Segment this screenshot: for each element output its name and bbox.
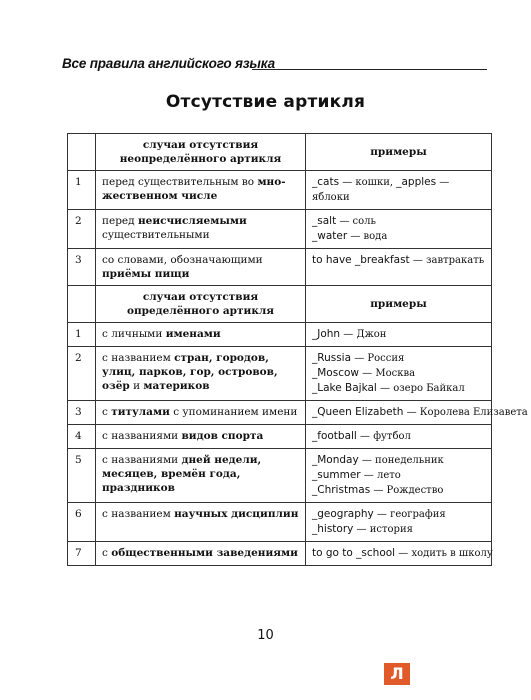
example [312,229,485,244]
example-translation: — завтракать [409,255,485,266]
running-head-text: Все правила английского языка [62,56,275,71]
example-english: _Russia [312,352,352,364]
table-row [68,449,492,503]
page-number: 10 [257,628,274,643]
example-translation: — лето [360,470,401,481]
rule-examples [306,171,492,210]
row-number: 1 [68,323,96,347]
rule-text: с личными [102,328,166,340]
rule-keyword: видов спорта [181,430,264,442]
example-translation: — Москва [359,368,416,379]
example-translation: — Королева Елизавета [403,407,528,418]
rule-text: с названием [102,352,175,364]
example-translation: — география [373,509,446,520]
example [312,453,485,468]
rule-case [96,425,306,449]
publisher-logo [384,663,410,685]
running-head [62,56,487,76]
rule-case [96,542,306,566]
running-head-rule [252,69,487,70]
example [312,176,396,188]
example-translation: — яблоки [312,177,450,203]
example-translation: — Россия [351,353,405,364]
rule-text: и [129,380,144,392]
example-translation: — ходить в школу [395,548,493,559]
example-translation: — футбол [356,431,411,442]
rule-text: перед [102,215,138,227]
rule-keyword: общественными заведениями [111,547,298,559]
rule-keyword: дней недели, месяцев, времён года, праздников [102,454,262,494]
table-row [68,542,492,566]
rule-text: с [102,547,112,559]
example [312,483,485,498]
example-english: _football [312,430,357,442]
indefinite-header-empty [68,134,96,171]
example-english: _Queen Elizabeth [312,406,404,418]
rule-case [96,171,306,210]
rule-case [96,347,306,401]
example-english: _Lake Bajkal [312,382,377,394]
rule-keyword: приёмы пищи [102,268,190,280]
rule-text: с названием [102,508,175,520]
row-number: 7 [68,542,96,566]
rule-case [96,503,306,542]
publisher-logo-letter: Л [390,664,404,683]
article-rules-table [67,133,528,566]
table-row [68,249,492,286]
rule-keyword: множественном числе [102,176,286,202]
example [312,214,485,229]
rule-examples [306,542,492,566]
table-row [68,425,492,449]
example-translation: — вода [347,231,388,242]
row-number: 1 [68,171,96,210]
rule-examples [306,347,492,401]
rule-text: существительными [102,229,210,241]
table-row [68,210,492,249]
rule-examples [306,249,492,286]
example-english: _apples [396,176,437,188]
example [312,366,485,381]
example [312,381,485,396]
rule-examples [306,503,492,542]
page-title: Отсутствие артикля [165,92,366,112]
example-english: _summer [312,469,361,481]
example [312,507,485,522]
example-translation: — история [353,524,413,535]
example-translation: — Джон [340,329,387,340]
rule-case [96,249,306,286]
example [312,546,493,561]
example-english: _Monday [312,454,359,466]
example-translation: — Рождество [370,485,444,496]
table-row [68,323,492,347]
rule-examples [306,210,492,249]
rule-keyword: титулами [111,406,170,418]
indefinite-header-case: случаи отсутствия неопределённого артикля [96,134,306,171]
example-translation: — соль [336,216,376,227]
table-row [68,347,492,401]
row-number: 6 [68,503,96,542]
rule-keyword: научных дисциплин [174,508,299,520]
indefinite-header-examples: примеры [306,134,492,171]
row-number: 4 [68,425,96,449]
row-number: 3 [68,249,96,286]
row-number: 5 [68,449,96,503]
rule-examples [306,323,492,347]
rule-case [96,323,306,347]
example [312,351,485,366]
table-row [68,503,492,542]
definite-header-row [68,286,492,323]
table-row [68,171,492,210]
rule-text: перед существительным во [102,176,258,188]
rule-text: с [102,406,112,418]
example [312,522,485,537]
example [312,468,485,483]
definite-header-empty [68,286,96,323]
definite-header-case: случаи отсутствия определённого артикля [96,286,306,323]
example [312,327,485,342]
rule-examples [306,425,492,449]
example-english: to have _breakfast [312,254,410,266]
table-row [68,401,492,425]
rule-case [96,210,306,249]
rule-text: с упоминанием имени [169,406,298,418]
rule-case [96,449,306,503]
example-english: _Moscow [312,367,359,379]
example-translation: — кошки, [339,177,397,188]
rule-text: с названиями [102,454,182,466]
rule-keyword: стран, городов, улиц, парков, гор, островов, озёр [102,352,278,392]
rule-examples [306,449,492,503]
example-english: _salt [312,215,337,227]
rule-text: со словами, обозначающими [102,254,263,266]
example [312,253,485,268]
example-translation: — озеро Байкал [376,383,465,394]
example [312,429,485,444]
example-english: to go to _school [312,547,396,559]
rule-keyword: неисчисляемыми [137,215,247,227]
example-translation: — понедельник [358,455,444,466]
indefinite-header-row [68,134,492,171]
row-number: 2 [68,210,96,249]
example-english: _Christmas [312,484,371,496]
row-number: 2 [68,347,96,401]
row-number: 3 [68,401,96,425]
example-english: _geography [312,508,374,520]
example [312,405,528,420]
example-english: _water [312,230,348,242]
rule-case [96,401,306,425]
rule-examples [306,401,528,425]
example-english: _John [312,328,341,340]
example-english: _cats [312,176,340,188]
rule-keyword: материков [143,380,210,392]
rule-keyword: именами [165,328,221,340]
rule-text: с названиями [102,430,182,442]
definite-header-examples: примеры [306,286,492,323]
example-english: _history [312,523,354,535]
